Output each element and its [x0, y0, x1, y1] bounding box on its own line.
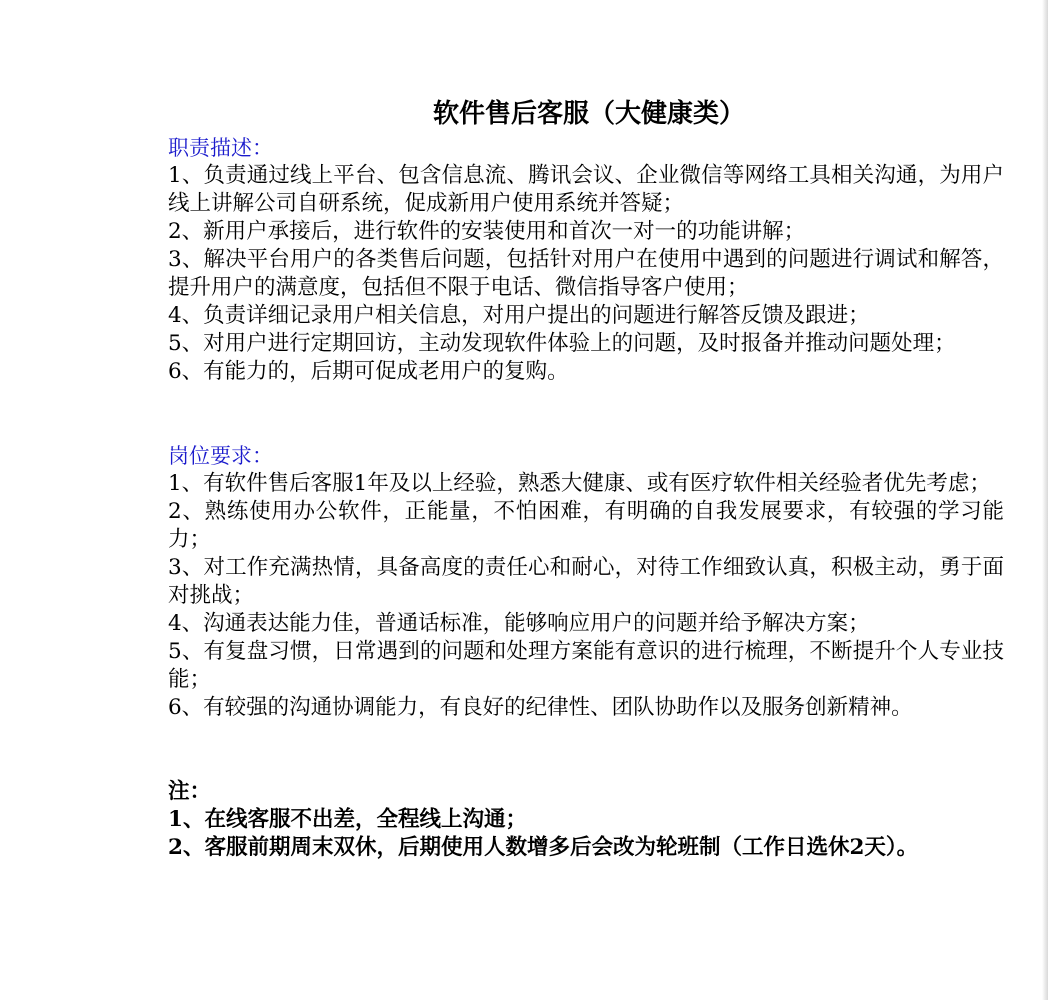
duties-heading: 职责描述：	[168, 136, 273, 160]
requirement-item: 1、有软件售后客服1年及以上经验，熟悉大健康、或有医疗软件相关经验者优先考虑；	[168, 471, 991, 496]
requirements-list	[168, 470, 1004, 722]
duties-section	[168, 134, 1004, 386]
requirement-item: 4、沟通表达能力佳，普通话标准，能够响应用户的问题并给予解决方案；	[168, 611, 870, 636]
requirements-heading: 岗位要求：	[168, 444, 273, 468]
notes-section	[168, 778, 1004, 862]
document-page	[168, 94, 1004, 862]
notes-heading: 注：	[168, 779, 212, 804]
requirement-item: 2、熟练使用办公软件，正能量，不怕困难，有明确的自我发展要求，有较强的学习能力；	[168, 499, 1004, 552]
duty-item: 6、有能力的，后期可促成老用户的复购。	[168, 359, 569, 384]
duty-item: 1、负责通过线上平台、包含信息流、腾讯会议、企业微信等网络工具相关沟通，为用户线上讲解公司自研系统，促成新用户使用系统并答疑；	[168, 163, 1004, 216]
notes-list	[168, 806, 1004, 862]
duty-item: 2、新用户承接后，进行软件的安装使用和首次一对一的功能讲解；	[168, 219, 806, 244]
requirement-item: 6、有较强的沟通协调能力，有良好的纪律性、团队协助作以及服务创新精神。	[168, 695, 913, 720]
page-edge-shadow	[1042, 0, 1048, 1000]
note-item: 1、在线客服不出差，全程线上沟通；	[168, 807, 527, 832]
requirements-section	[168, 442, 1004, 722]
duties-list	[168, 162, 1004, 386]
section-spacer	[168, 386, 1004, 442]
section-spacer	[168, 722, 1004, 778]
requirement-item: 3、对工作充满热情，具备高度的责任心和耐心，对待工作细致认真，积极主动，勇于面对挑战；	[168, 555, 1004, 608]
duty-item: 5、对用户进行定期回访，主动发现软件体验上的问题，及时报备并推动问题处理；	[168, 331, 956, 356]
document-title: 软件售后客服（大健康类）	[432, 99, 745, 129]
duty-item: 4、负责详细记录用户相关信息，对用户提出的问题进行解答反馈及跟进；	[168, 303, 870, 328]
note-item: 2、客服前期周末双休，后期使用人数增多后会改为轮班制（工作日选休2天）。	[168, 835, 919, 860]
duty-item: 3、解决平台用户的各类售后问题，包括针对用户在使用中遇到的问题进行调试和解答，提升用户的满意度，包括但不限于电话、微信指导客户使用；	[168, 247, 1004, 300]
requirement-item: 5、有复盘习惯，日常遇到的问题和处理方案能有意识的进行梳理，不断提升个人专业技能；	[168, 639, 1004, 692]
